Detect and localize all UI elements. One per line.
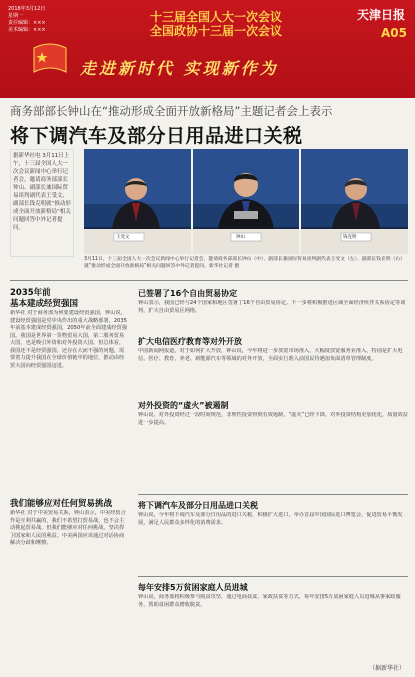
divider <box>138 576 408 577</box>
date-line: 责任编辑：××× <box>8 20 46 26</box>
article-headline: 将下调汽车及部分日用品进口关税 <box>10 126 303 147</box>
section-title-2035: 2035年前 <box>10 288 51 298</box>
section-body-fta: 钟山表示，我国已经与24个国家和地区签署了16个自由贸易协定。下一步将积极推进区域全面经济伙伴关系协定等谈判，扩大自由贸易区网络。 <box>138 300 406 314</box>
section-body-poverty: 钟山说，商务部将积极参与脱贫攻坚，通过电商扶贫、家政扶贫等方式，每年安排5万贫困家庭人员进城从事家政服务，帮助贫困群众增收脱贫。 <box>138 594 401 608</box>
masthead <box>0 0 415 98</box>
nameplate: 钱克明 <box>343 235 357 240</box>
issue-date-block <box>8 6 68 34</box>
divider <box>138 494 408 495</box>
section-body-2035: 新华社 对于商务部为何要建设经贸强国，钟山说，建设经贸强国是党中央作出的重大战略部署，2035年前基本建成经贸强国，2050年前全面建成经贸强国。我国是世界第一货物贸易大国，第二服务贸易大国，也是吸引外资和对外投资大国。但总体看，我国还不是经贸强国，还存在大而不强的问题，需要着力提升我国在全球价值链中的地位，推动由经贸大国向经贸强国迈进。 <box>10 310 127 369</box>
date-line: 美术编辑：××× <box>8 27 46 33</box>
photo-caption: 3月11日，十三届全国人大一次会议新闻中心举行记者会，邀请商务部部长钟山（中）、副部长兼国际贸易谈判副代表王受文（左）、副部长钱克明（右）就“推动形成全面开放新格局”相关问题回答中外记者提问。新华社记者 摄 <box>84 257 405 269</box>
logo-line-cppcc: 全国政协十三届一次会议 <box>150 24 283 38</box>
lead-paragraph: 据新华社电 3月11日上午，十三届全国人大一次会议新闻中心举行记者会，邀请商务部部长钟山、副部长兼国际贸易谈判副代表王受文、副部长钱克明就“推动形成全面开放新格局”相关问题回答中外记者提问。 <box>10 149 74 257</box>
section-title-trade-war: 我们能够应对任何贸易挑战 <box>10 499 113 509</box>
newspaper-name: 天津日报 <box>356 8 405 22</box>
press-conference-photo <box>84 149 408 254</box>
logo-line-npc: 十三届全国人大一次会议 <box>150 10 283 24</box>
section-body-trade-war: 新华社 对于中美贸易关系，钟山表示，中美经贸合作是互利共赢的，我们不希望打贸易战，也不会主动挑起贸易战，但我们能够应对任何挑战，坚决捍卫国家和人民的利益。中美两国应该通过对话协商解决分歧和摩擦。 <box>10 510 126 546</box>
section-title-fta: 已签署了16个自由贸易协定 <box>138 289 238 298</box>
section-title-poverty: 每年安排5万贫困家庭人员进城 <box>138 583 248 592</box>
section-body-tariff: 钟山说，今年将下调汽车及部分日用品的进口关税，积极扩大进口，举办首届中国国际进口博览会，促进贸易平衡发展，满足人民群众多样化的消费需求。 <box>138 512 403 526</box>
section-title-opening: 扩大电信医疗教育等对外开放 <box>138 337 242 346</box>
nameplate: 钟山 <box>236 235 245 240</box>
article-source: （据新华社） <box>368 665 405 672</box>
date-line: 星期一 <box>8 13 24 19</box>
section-subtitle-2035: 基本建成经贸强国 <box>10 299 79 309</box>
flag-emblem-icon <box>30 40 70 80</box>
divider <box>10 280 408 281</box>
section-title-odi: 对外投资的“虚火”被遏制 <box>138 401 229 410</box>
sessions-logo <box>150 8 283 38</box>
article-kicker: 商务部部长钟山在“推动形成全面开放新格局”主题记者会上表示 <box>10 104 333 118</box>
section-title-tariff: 将下调汽车及部分日用品进口关税 <box>138 501 258 510</box>
page-number: A05 <box>381 26 407 40</box>
section-body-opening: 中国新闻网报道，对于如何扩大开放，钟山说，今年将进一步放宽市场准入，大幅度放宽服务业准入，特别是扩大电信、医疗、教育、养老、新能源汽车等领域的对外开放，全面实行准入前国民待遇加负面清单管理制度。 <box>138 348 403 362</box>
date-line: 2018年3月12日 <box>8 6 46 12</box>
nameplate: 王受文 <box>116 235 130 240</box>
photo-illustration <box>84 149 408 254</box>
section-body-odi: 钟山说，对外投资经过一段时间规范，非理性投资得到有效遏制，“虚火”已经下降，对外投资结构更加优化，质量效益进一步提高。 <box>138 412 408 426</box>
banner-slogan: 走进新时代 实现新作为 <box>80 59 279 78</box>
